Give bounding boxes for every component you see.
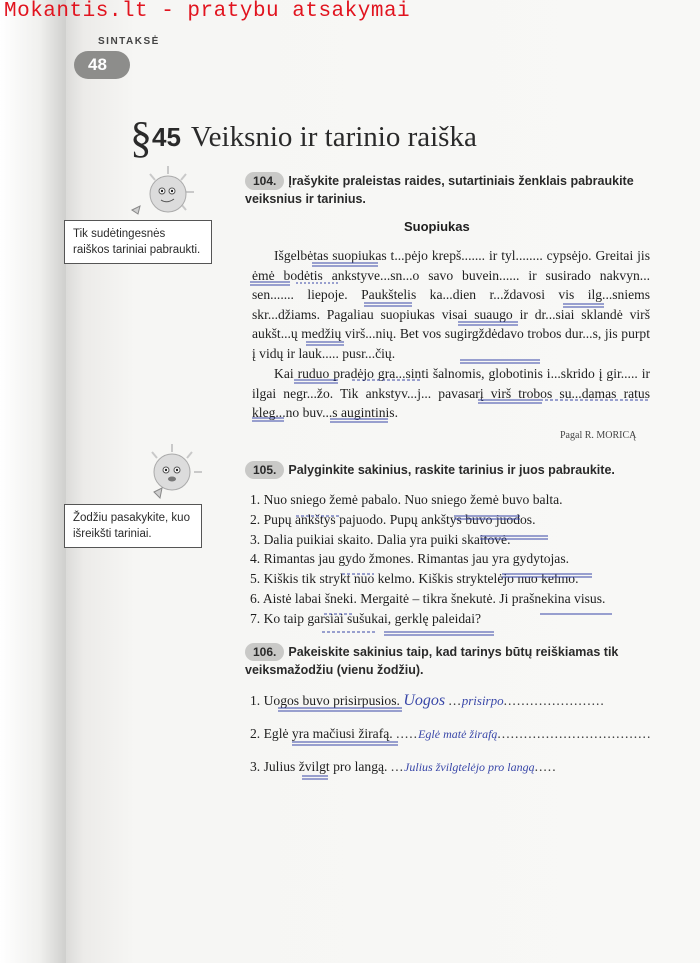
sentence-item: 7. Ko taip garsiai sušukai, gerklę paleidai? xyxy=(250,610,482,626)
story-paragraph-2: Kai ruduo pradėjo gra...sinti šalnomis, globotinis i...skrido į gir..... ir ilgai negr...žo. Tik ankstyv...j... pavasarį virš trobos su...damas ratus kleg...no buv...s augintinis. xyxy=(252,366,650,421)
exercise-105-sentences xyxy=(250,490,605,629)
sun-mascot-icon xyxy=(128,164,200,224)
story-paragraph-1: Išgelbėtas suopiukas t...pėjo krepš....... ir tyl........ cypsėjo. Greitai jis ėmė bodėtis ankstyve...sn...o savo buvein...... ir susirado nakvyn... sen....... liepoje. Paukštelis ka...dien r...ždavosi vis ilg...sniems skr...džiams. Pagaliau suopiukas visai suaugo ir dr...siai sklandė virš aukšt...ų medžių virš...nių. Bet vos sugirgždėdavo trobos dur...s, jis purpt į vidų ir lauk..... pusr...čių. xyxy=(252,248,650,361)
section-title xyxy=(130,112,477,163)
handwritten-answer: Julius žvilgtelėjo pro langą xyxy=(404,760,535,774)
sun-mascot-icon xyxy=(136,442,208,502)
exercise-104-header xyxy=(245,172,645,208)
running-head: SINTAKSĖ xyxy=(98,36,160,47)
page-number: 48 xyxy=(74,51,130,79)
section-number: 45 xyxy=(152,122,181,152)
item-sentence: 2. Eglė yra mačiusi žirafą. xyxy=(250,726,393,741)
sidebar-note-oral: Žodžiu pasakykite, kuo išreikšti tariniai. xyxy=(64,504,202,548)
exercise-106-instruction: Pakeiskite sakinius taip, kad tarinys būtų reiškiamas tik veiksmažodžiu (vienu žodžiu). xyxy=(245,645,619,677)
section-heading: Veiksnio ir tarinio raiška xyxy=(190,121,477,153)
item-sentence: 3. Julius žvilgt pro langą. xyxy=(250,759,388,774)
sentence-item: 3. Dalia puikiai skaito. Dalia yra puiki skaitovė. xyxy=(250,531,511,547)
sentence-item: 4. Rimantas jau gydo žmones. Rimantas jau yra gydytojas. xyxy=(250,551,570,567)
section-symbol: § xyxy=(130,113,152,162)
story-title: Suopiukas xyxy=(404,219,470,234)
sentence-item: 2. Pupų ankštys pajuodo. Pupų ankštys buvo juodos. xyxy=(250,511,536,527)
handwritten-answer: prisirpo xyxy=(461,693,504,708)
handwritten-subject: Uogos xyxy=(403,692,446,709)
exercise-104-instruction: Įrašykite praleistas raides, sutartiniais ženklais pabraukite veiksnius ir tarinius. xyxy=(245,174,634,206)
sentence-item: 6. Aistė labai šneki. Mergaitė – tikra šnekutė. Ji prašnekina visus. xyxy=(250,590,606,606)
exercise-105-number: 105. xyxy=(245,461,284,479)
exercise-106-item-3: 3. Julius žvilgt pro langą. ...Julius žvilgtelėjo pro langą..... xyxy=(250,759,557,774)
sentence-item: 5. Kiškis tik strykt nuo kelmo. Kiškis stryktelėjo nuo kelmo. xyxy=(250,571,579,587)
sidebar-note-predicates: Tik sudėtingesnės raiškos tariniai pabraukti. xyxy=(64,220,212,264)
exercise-106-item-1: 1. Uogos buvo prisirpusios. Uogos ...prisirpo....................... xyxy=(250,692,605,709)
page-spine-shadow xyxy=(0,0,66,963)
exercise-105-instruction: Palyginkite sakinius, raskite tarinius ir juos pabraukite. xyxy=(288,463,615,477)
story-attribution: Pagal R. MORICĄ xyxy=(560,430,637,441)
exercise-104-number: 104. xyxy=(245,172,284,190)
exercise-105-header xyxy=(245,461,645,479)
item-sentence: 1. Uogos buvo prisirpusios. xyxy=(250,693,400,708)
handwritten-answer: Eglė matė žirafą xyxy=(418,727,498,741)
sentence-item: 1. Nuo sniego žemė pabalo. Nuo sniego žemė buvo balta. xyxy=(250,492,563,507)
exercise-106-item-2: 2. Eglė yra mačiusi žirafą. .....Eglė matė žirafą................................... xyxy=(250,726,652,741)
site-watermark: Mokantis.lt - pratybu atsakymai xyxy=(4,0,411,23)
exercise-106-header xyxy=(245,643,645,679)
exercise-106-number: 106. xyxy=(245,643,284,661)
